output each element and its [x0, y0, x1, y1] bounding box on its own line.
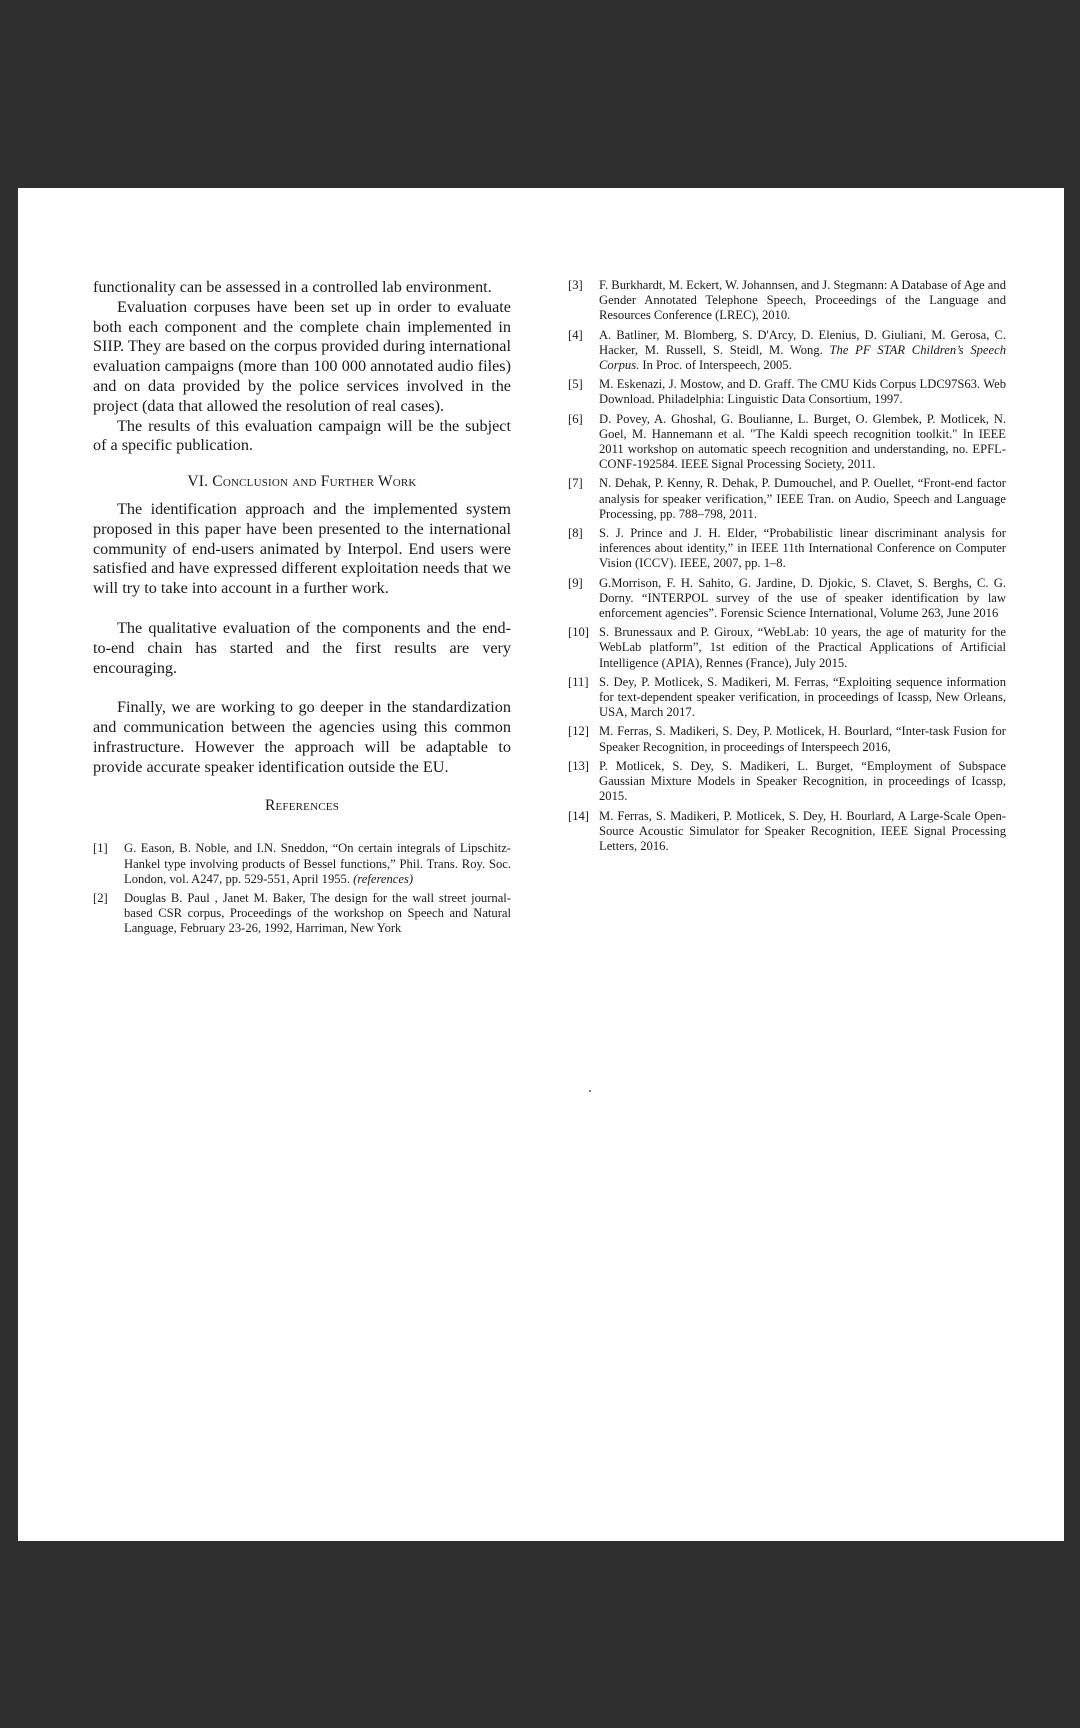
reference-text: A. Batliner, M. Blomberg, S. D'Arcy, D. Elenius, D. Giuliani, M. Gerosa, C. Hacker, M. Russell, S. Steidl, M. Wong. The PF STAR Children’s Speech Corpus. In Proc. of Interspeech, 2005.: [599, 327, 1006, 373]
reference-number: [5]: [568, 377, 583, 392]
reference-number: [13]: [568, 758, 589, 773]
reference-number: [3]: [568, 278, 583, 292]
paragraph-evaluation-corpuses: Evaluation corpuses have been set up in order to evaluate both each component and the complete chain implemented in SIIP. They are based on the corpus provided during international evaluation campaigns (more than 100 000 annotated audio files) and on data provided by the police services involved in the project (data that allowed the resolution of real cases).: [93, 297, 511, 415]
reference-item: [93, 891, 511, 937]
reference-item: [568, 328, 1006, 374]
reference-item: [568, 724, 1006, 754]
page-dot: [589, 1090, 591, 1092]
paragraph-evaluation-results: The results of this evaluation campaign will be the subject of a specific publication.: [93, 416, 511, 455]
reference-number: [9]: [568, 575, 583, 590]
reference-number: [10]: [568, 625, 589, 640]
section-heading-conclusion: VI. Conclusion and Further Work: [187, 473, 417, 491]
reference-number: [7]: [568, 476, 583, 491]
reference-number: [6]: [568, 411, 583, 426]
paragraph-lab-environment: functionality can be assessed in a controlled lab environment.: [93, 278, 492, 296]
reference-item: [568, 412, 1006, 473]
paragraph-identification-approach: The identification approach and the implemented system proposed in this paper have been presented to the international community of end-users animated by Interpol. End users were satisfied and have expressed different exploitation needs that we will try to take into account in a further work.: [93, 499, 511, 598]
reference-text: G. Eason, B. Noble, and I.N. Sneddon, “On certain integrals of Lipschitz-Hankel type involving products of Bessel functions,” Phil. Trans. Roy. Soc. London, vol. A247, pp. 529-551, April 1955. (references): [124, 841, 511, 886]
reference-text: N. Dehak, P. Kenny, R. Dehak, P. Dumouchel, and P. Ouellet, “Front-end factor analysis for speaker verification,” IEEE Tran. on Audio, Speech and Language Processing, pp. 788–798, 2011.: [599, 476, 1006, 521]
reference-text: M. Ferras, S. Madikeri, P. Motlicek, S. Dey, H. Bourlard, A Large-Scale Open-Source Acoustic Simulator for Speaker Recognition, IEEE Signal Processing Letters, 2016.: [599, 808, 1006, 853]
reference-number: [14]: [568, 808, 589, 823]
reference-item: [568, 526, 1006, 572]
reference-text: P. Motlicek, S. Dey, S. Madikeri, L. Burget, “Employment of Subspace Gaussian Mixture Models in Speaker Recognition, in proceedings of Icassp, 2015.: [599, 758, 1006, 804]
reference-item: [568, 675, 1006, 721]
reference-text: Douglas B. Paul , Janet M. Baker, The design for the wall street journal-based CSR corpus, Proceedings of the workshop on Speech and Natural Language, February 23-26, 1992, Harriman, New York: [124, 890, 511, 936]
reference-text: M. Eskenazi, J. Mostow, and D. Graff. The CMU Kids Corpus LDC97S63. Web Download. Philadelphia: Linguistic Data Consortium, 1997.: [599, 377, 1006, 407]
reference-number: [1]: [93, 841, 108, 856]
reference-text: S. J. Prince and J. H. Elder, “Probabilistic linear discriminant analysis for inferences about identity,” in IEEE 11th International Conference on Computer Vision (ICCV). IEEE, 2007, pp. 1–8.: [599, 526, 1006, 571]
reference-text: D. Povey, A. Ghoshal, G. Boulianne, L. Burget, O. Glembek, P. Motlicek, N. Goel, M. Hannemann et al. "The Kaldi speech recognition toolkit." In IEEE 2011 workshop on automatic speech recognition and understanding, no. EPFL-CONF-192584. IEEE Signal Processing Society, 2011.: [599, 411, 1006, 472]
reference-text: S. Dey, P. Motlicek, S. Madikeri, M. Ferras, “Exploiting sequence information for text-dependent speaker verification, in proceedings of Icassp, New Orleans, USA, March 2017.: [599, 674, 1006, 720]
references-heading: References: [264, 796, 340, 814]
reference-item: [568, 278, 1006, 324]
reference-number: [11]: [568, 674, 589, 689]
left-column: [93, 278, 511, 941]
reference-number: [12]: [568, 724, 589, 739]
paragraph-finally: Finally, we are working to go deeper in the standardization and communication between the agencies using this common infrastructure. However the approach will be adaptable to provide accurate speaker identification outside the EU.: [93, 698, 511, 776]
reference-number: [2]: [93, 890, 108, 905]
reference-number: [4]: [568, 327, 583, 342]
reference-item: [568, 759, 1006, 805]
reference-item: [93, 841, 511, 887]
reference-number: [8]: [568, 526, 583, 541]
reference-item: [568, 377, 1006, 407]
reference-text: S. Brunessaux and P. Giroux, “WebLab: 10 years, the age of maturity for the WebLab platform”, 1st edition of the Practical Applications of Artificial Intelligence (APIA), Rennes (France), July 2015.: [599, 625, 1006, 670]
reference-item: [568, 625, 1006, 671]
reference-text: G.Morrison, F. H. Sahito, G. Jardine, D. Djokic, S. Clavet, S. Berghs, C. G. Dorny. “INTERPOL survey of the use of speaker identification by law enforcement agencies”. Forensic Science International, Volume 263, June 2016: [599, 575, 1006, 621]
reference-text: F. Burkhardt, M. Eckert, W. Johannsen, and J. Stegmann: A Database of Age and Gender Annotated Telephone Speech, Proceedings of the Language and Resources Conference (LREC), 2010.: [599, 278, 1006, 323]
reference-item: [568, 576, 1006, 622]
reference-item: [568, 476, 1006, 522]
reference-text: M. Ferras, S. Madikeri, S. Dey, P. Motlicek, H. Bourlard, “Inter-task Fusion for Speaker Recognition, in proceedings of Interspeech 2016,: [599, 724, 1006, 754]
reference-item: [568, 809, 1006, 855]
document-page: [18, 188, 1064, 1541]
right-column: [568, 278, 1006, 858]
paragraph-qualitative-evaluation: The qualitative evaluation of the components and the end-to-end chain has started and the first results are very encouraging.: [93, 618, 511, 677]
